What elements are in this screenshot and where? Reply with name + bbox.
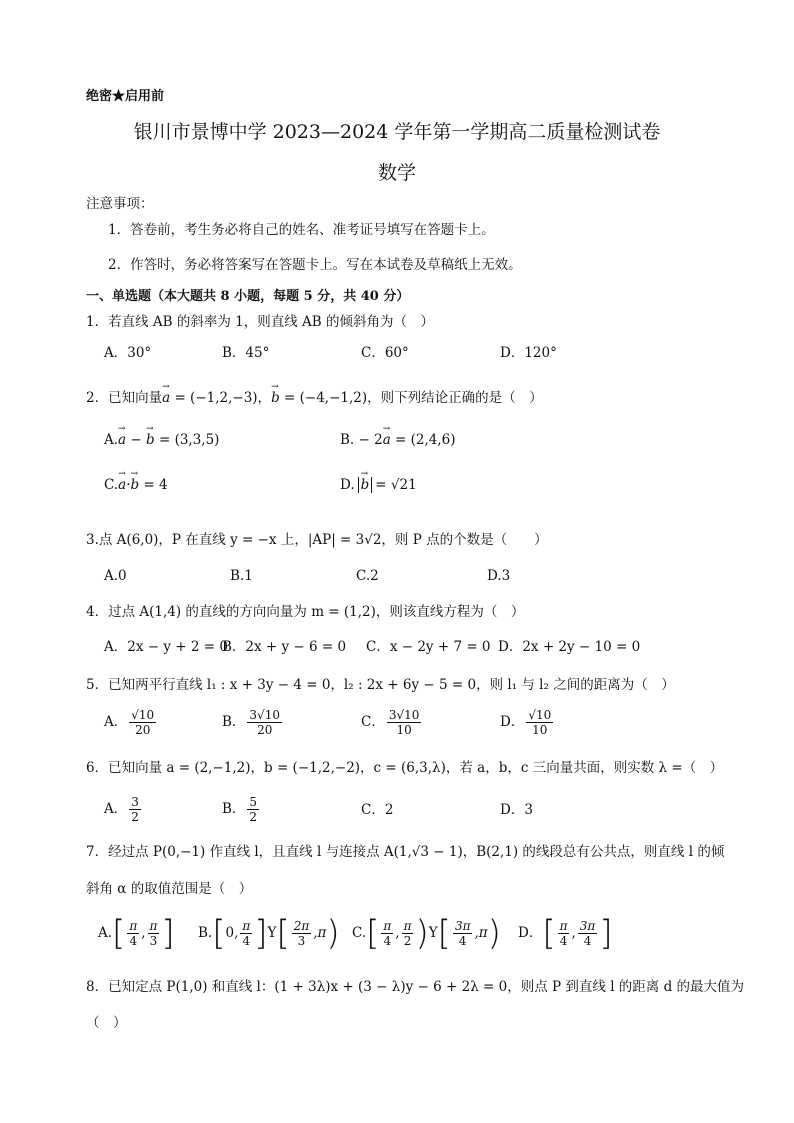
option-label: C. — [104, 477, 119, 493]
numerator: 3π — [579, 919, 596, 933]
option-value: = 4 — [139, 477, 168, 493]
denominator: 10 — [532, 723, 548, 737]
denominator: 4 — [583, 934, 592, 948]
denominator: 3 — [297, 934, 306, 948]
fraction — [526, 708, 553, 737]
fraction — [387, 708, 422, 737]
denominator: 4 — [242, 934, 251, 948]
q3-option-b: B.1 — [230, 568, 253, 584]
vector-a: → a — [118, 476, 126, 494]
question-3-stem: 3.点 A(6,0)，P 在直线 y = −x 上，|AP| = 3√2，则 P 点的个数是（ ） — [86, 532, 548, 548]
q6-option-d: D．3 — [500, 802, 533, 818]
exam-title: 银川市景博中学 2023—2024 学年第一学期高二质量检测试卷 — [133, 121, 661, 143]
fraction — [129, 708, 156, 737]
subject-title: 数学 — [377, 162, 416, 184]
right-paren: ) — [415, 913, 429, 954]
fraction — [292, 919, 312, 948]
numerator: π — [383, 919, 392, 933]
left-bracket: [ — [366, 913, 380, 954]
q6-option-b — [222, 795, 261, 824]
right-bracket: ] — [161, 913, 175, 954]
question-4-stem: 4．过点 A(1,4) 的直线的方向向量为 m = (1,2)，则该直线方程为（ ） — [86, 604, 525, 620]
denominator: 2 — [131, 810, 139, 824]
q7-option-a: A.[ $\frac{\pi}{4}$ , $\frac{\pi}{3}$ ] — [98, 913, 175, 954]
denominator: 2 — [249, 810, 258, 824]
option-value: = (3,3,5) — [154, 432, 220, 448]
numerator: 2π — [293, 919, 310, 933]
option-label: D. — [340, 477, 355, 493]
right-bracket: ] — [599, 913, 613, 954]
fraction — [558, 919, 570, 948]
numerator: √10 — [131, 708, 155, 722]
left-bracket: [ — [437, 913, 451, 954]
section-heading: 一、单选题（本大题共 8 小题，每题 5 分，共 40 分） — [86, 289, 410, 304]
question-6-stem: 6．已知向量 a = (2,−1,2)，b = (−1,2,−2)，c = (6,3,λ)，若 a，b，c 三向量共面，则实数 λ =（ ） — [86, 760, 724, 776]
q2-option-d — [340, 476, 417, 494]
question-1-stem: 1．若直线 AB 的斜率为 1，则直线 AB 的倾斜角为（ ） — [86, 314, 434, 330]
denominator: 20 — [257, 723, 273, 737]
vector-b: → b — [271, 389, 280, 407]
numerator: √10 — [528, 708, 552, 722]
union-symbol: Y — [267, 925, 277, 941]
secret-label: 绝密★启用前 — [86, 89, 165, 104]
question-8-paren: （ ） — [86, 1015, 127, 1031]
fraction — [247, 795, 259, 824]
q3-option-a: A.0 — [104, 568, 127, 584]
fraction — [129, 795, 141, 824]
q5-option-b — [222, 708, 284, 737]
q2-a-value: = (−1,2,−3)， — [170, 390, 272, 406]
vector-b: → b — [131, 476, 140, 494]
union-symbol: Y — [428, 925, 438, 941]
q5-option-c — [361, 708, 423, 737]
q6-option-c: C．2 — [361, 802, 394, 818]
q4-option-d: D．2x + 2y − 10 = 0 — [498, 639, 641, 655]
interval-end: ,π — [313, 925, 327, 941]
denominator: 10 — [396, 723, 412, 737]
note-item: 2．作答时，务必将答案写在答题卡上。写在本试卷及草稿纸上无效。 — [108, 257, 522, 273]
option-label: A. — [104, 432, 119, 448]
denominator: 4 — [129, 934, 138, 948]
q3-option-c: C.2 — [356, 568, 379, 584]
right-paren: ) — [326, 913, 340, 954]
option-label: B． — [222, 801, 246, 817]
interval-end: ,π — [474, 925, 488, 941]
operator: − — [126, 432, 147, 448]
q6-option-a — [104, 795, 143, 824]
denominator: 20 — [135, 723, 151, 737]
denominator: 4 — [559, 934, 568, 948]
vector-a: → a — [162, 389, 170, 407]
numerator: 3√10 — [249, 708, 280, 722]
q1-option-d: D．120° — [500, 345, 557, 361]
left-bracket: [ — [542, 913, 556, 954]
note-item: 1．答卷前，考生务必将自己的姓名、准考证号填写在答题卡上。 — [108, 222, 495, 238]
q2-b-value: = (−4,−1,2)，则下列结论正确的是（ ） — [279, 390, 543, 406]
right-bracket: ] — [254, 913, 268, 954]
option-label: B． — [222, 714, 246, 730]
q1-option-b: B．45° — [222, 345, 270, 361]
fraction — [240, 919, 252, 948]
fraction — [453, 919, 473, 948]
fraction — [381, 919, 393, 948]
fraction — [127, 919, 139, 948]
question-7-stem-line2: 斜角 α 的取值范围是（ ） — [86, 881, 253, 897]
interval-start: 0, — [225, 925, 239, 941]
right-paren: ) — [487, 913, 501, 954]
q2-option-b — [340, 431, 456, 449]
q4-option-b: B．2x + y − 6 = 0 — [222, 639, 347, 655]
q5-option-d — [500, 708, 555, 737]
option-value: = √21 — [375, 477, 417, 493]
q2-option-c — [104, 476, 168, 494]
question-2-stem — [86, 389, 543, 407]
numerator: 3 — [131, 795, 139, 809]
option-label: C. — [352, 925, 367, 941]
magnitude-bars — [358, 477, 373, 493]
option-label: A． — [104, 714, 128, 730]
option-label: B. — [198, 925, 213, 941]
denominator: 3 — [149, 934, 158, 948]
q2-prefix: 2．已知向量 — [86, 390, 163, 406]
option-label: C． — [361, 714, 385, 730]
numerator: 3√10 — [388, 708, 420, 722]
numerator: π — [129, 919, 138, 933]
fraction — [402, 919, 414, 948]
left-bracket: [ — [212, 913, 226, 954]
q1-option-c: C．60° — [361, 345, 409, 361]
q2-option-a — [104, 431, 219, 449]
notes-heading: 注意事项： — [86, 196, 154, 212]
numerator: π — [149, 919, 158, 933]
vector-a: → a — [118, 431, 126, 449]
q7-option-b — [198, 913, 340, 953]
question-8-stem: 8．已知定点 P(1,0) 和直线 l：(1 + 3λ)x + (3 − λ)y − 6 + 2λ = 0，则点 P 到直线 l 的距离 d 的最大值为 — [86, 979, 745, 995]
numerator: 5 — [249, 795, 258, 809]
option-label: A． — [104, 801, 128, 817]
question-5-stem: 5．已知两平行直线 l₁ : x + 3y − 4 = 0，l₂ : 2x + 6y − 5 = 0，则 l₁ 与 l₂ 之间的距离为（ ） — [86, 677, 675, 693]
option-label: D． — [500, 714, 525, 730]
numerator: π — [403, 919, 412, 933]
left-bracket: [ — [112, 913, 126, 954]
fraction — [148, 919, 160, 948]
option-value: = (2,4,6) — [390, 432, 456, 448]
numerator: π — [559, 919, 568, 933]
q3-option-d: D.3 — [487, 568, 511, 584]
numerator: 3π — [454, 919, 471, 933]
q4-option-c: C．x − 2y + 7 = 0 — [366, 639, 491, 655]
denominator: 4 — [458, 934, 467, 948]
numerator: π — [242, 919, 251, 933]
fraction — [578, 919, 598, 948]
denominator: 4 — [383, 934, 392, 948]
option-label: D． — [518, 925, 543, 941]
left-bracket: [ — [276, 913, 290, 954]
q7-option-c: C.[ $\frac{\pi}{4}$ , $\frac{\pi}{2}$ )Y[ $\frac{3\pi}{4}$ ,π) — [352, 913, 501, 954]
operator: · — [126, 477, 131, 493]
option-label: B. − 2 — [340, 432, 383, 448]
q1-option-a: A．30° — [104, 345, 152, 361]
vector-b: → b — [361, 476, 370, 494]
q7-option-d: D．[ $\frac{\pi}{4}$ , $\frac{3\pi}{4}$ ] — [518, 913, 613, 954]
vector-a: → a — [383, 431, 391, 449]
q5-option-a — [104, 708, 158, 737]
q4-option-a: A．2x − y + 2 = 0 — [104, 639, 228, 655]
fraction — [247, 708, 282, 737]
option-label: A. — [98, 925, 113, 941]
denominator: 2 — [403, 934, 412, 948]
vector-b: → b — [146, 431, 155, 449]
question-7-stem-line1: 7．经过点 P(0,−1) 作直线 l，且直线 l 与连接点 A(1,√3 − 1)，B(2,1) 的线段总有公共点，则直线 l 的倾 — [86, 844, 725, 860]
